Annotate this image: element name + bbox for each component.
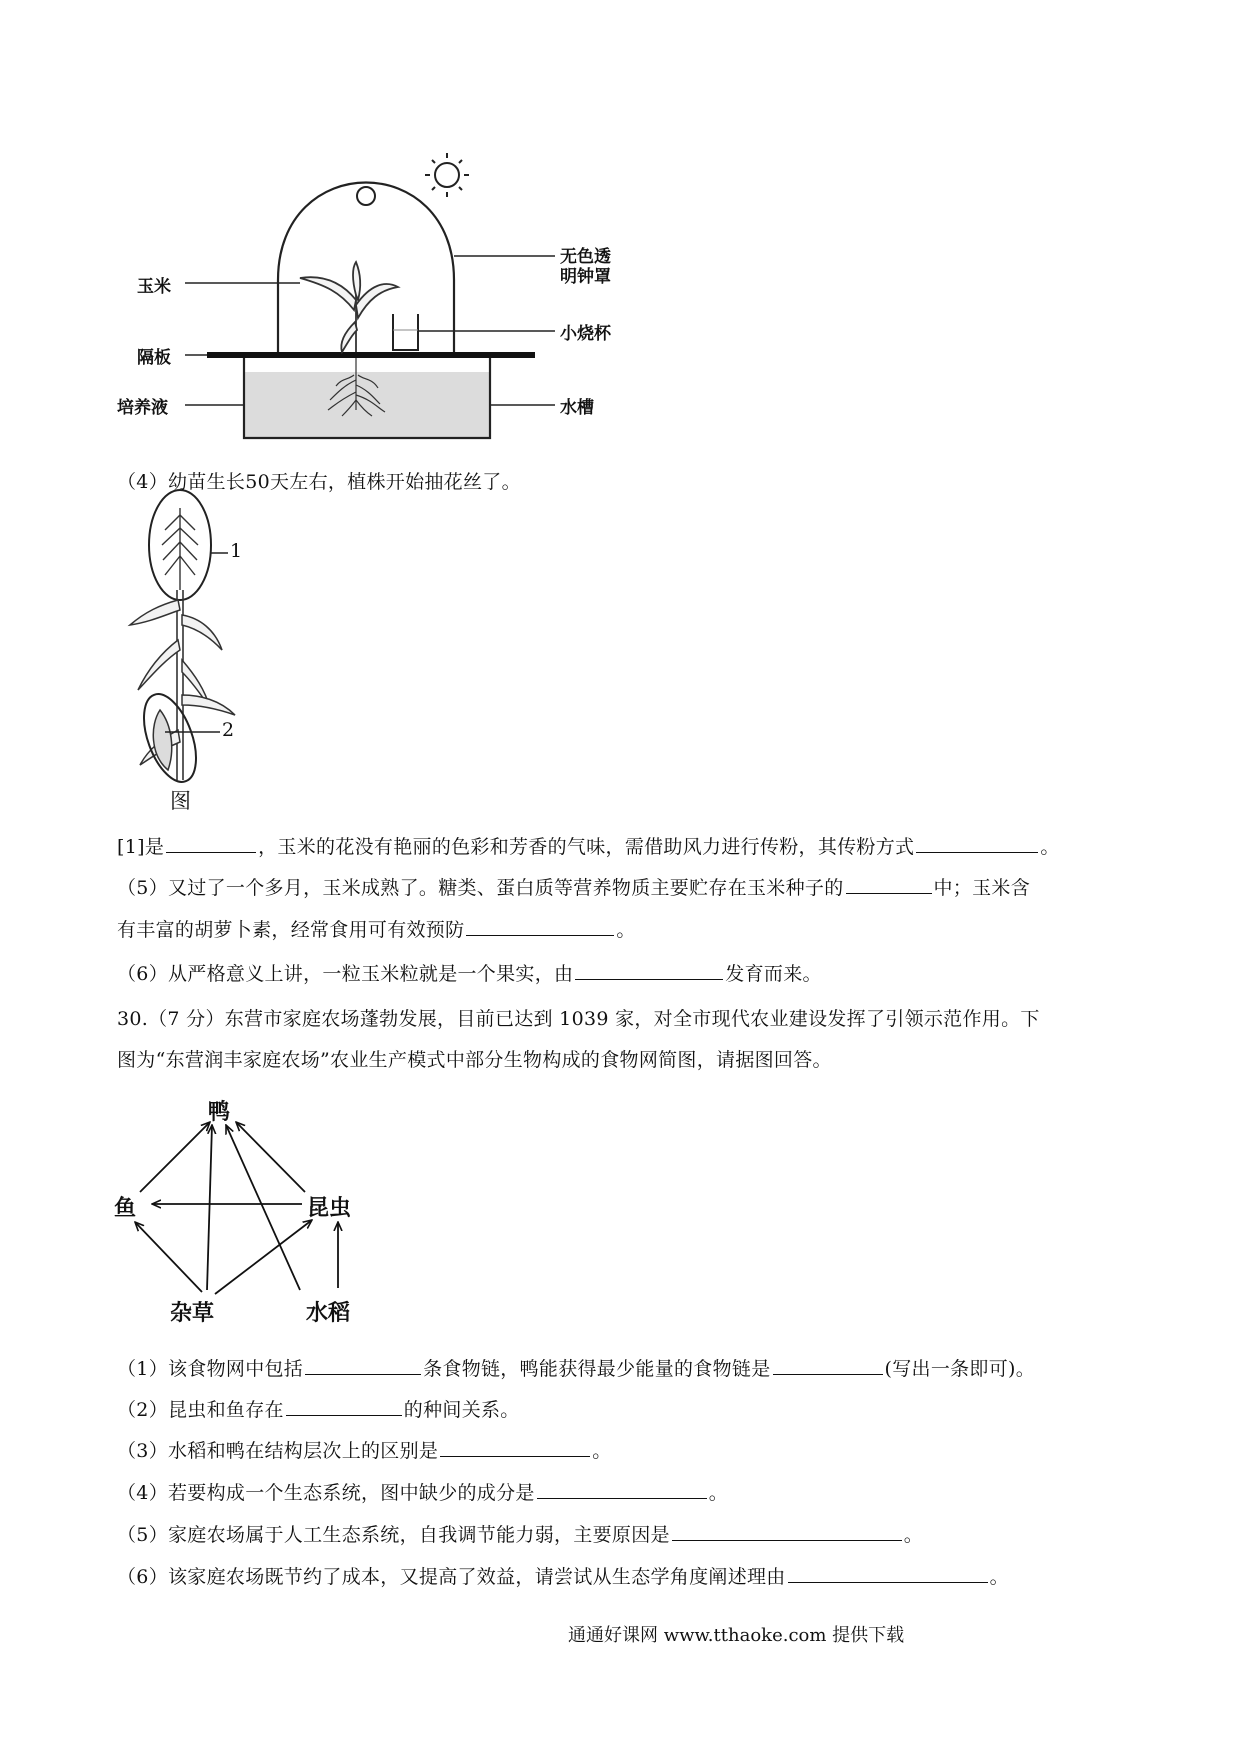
q30-5-part2: 。 xyxy=(903,1524,924,1546)
q30-5-line xyxy=(117,1522,923,1548)
arrow-insect-duck xyxy=(236,1122,305,1192)
bell-jar-label-line1: 无色透 xyxy=(560,247,611,267)
q30-4-part1: （4）若要构成一个生态系统，图中缺少的成分是 xyxy=(117,1482,535,1504)
blank-chain-count[interactable] xyxy=(305,1356,421,1375)
q30-3-part2: 。 xyxy=(592,1440,612,1462)
q30-2-line xyxy=(117,1397,520,1423)
q30-4-part2: 。 xyxy=(708,1482,729,1504)
corn-figure-caption: 图 xyxy=(170,789,191,813)
q29-4-part3: 。 xyxy=(1040,836,1060,858)
q29-5-part3: 有丰富的胡萝卜素，经常食用可有效预防 xyxy=(117,919,465,941)
corn-seedling xyxy=(300,262,398,352)
blank-pollination[interactable] xyxy=(916,834,1038,853)
q29-5-part4: 。 xyxy=(616,919,636,941)
food-web-fish: 鱼 xyxy=(114,1195,137,1221)
food-web-insect: 昆虫 xyxy=(307,1195,352,1221)
page-footer: 通通好课网 www.tthaoke.com 提供下载 xyxy=(568,1625,905,1646)
bell-jar-knob xyxy=(357,187,375,205)
blank-main-reason[interactable] xyxy=(672,1522,902,1541)
q29-5-part2: 中；玉米含 xyxy=(933,877,1031,899)
corn-figure-label-1: 1 xyxy=(230,540,243,562)
blank-relationship[interactable] xyxy=(286,1397,402,1416)
q29-5-part1: （5）又过了一个多月，玉米成熟了。糖类、蛋白质等营养物质主要贮存在玉米种子的 xyxy=(117,877,844,899)
q30-intro-line1: 30.（7 分）东营市家庭农场蓬勃发展，目前已达到 1039 家，对全市现代农业建设发挥了引领示范作用。下 xyxy=(117,1008,1040,1030)
partition-label: 隔板 xyxy=(137,348,171,368)
corn-label: 玉米 xyxy=(137,277,171,297)
bell-jar xyxy=(278,183,454,357)
arrow-fish-duck xyxy=(140,1122,210,1192)
culture-solution xyxy=(244,372,490,438)
q29-4-text: （4）幼苗生长50天左右，植株开始抽花丝了。 xyxy=(117,471,521,493)
q29-6-line xyxy=(117,961,822,987)
q30-intro-line2: 图为“东营润丰家庭农场”农业生产模式中部分生物构成的食物网简图，请据图回答。 xyxy=(117,1049,832,1071)
water-tank-label: 水槽 xyxy=(560,398,594,418)
arrow-weed-fish xyxy=(135,1222,202,1292)
blank-seed-part[interactable] xyxy=(846,875,932,894)
q29-4-part1: [1]是 xyxy=(117,836,165,858)
q30-6-line xyxy=(117,1564,1009,1590)
blank-missing-components[interactable] xyxy=(537,1480,707,1499)
blank-disease[interactable] xyxy=(466,917,614,936)
q30-5-part1: （5）家庭农场属于人工生态系统，自我调节能力弱，主要原因是 xyxy=(117,1524,670,1546)
blank-structure-level[interactable] xyxy=(440,1438,590,1457)
food-web-duck: 鸭 xyxy=(208,1099,231,1125)
culture-solution-label: 培养液 xyxy=(117,398,168,418)
q29-5-line2 xyxy=(117,917,636,943)
q30-4-line xyxy=(117,1480,728,1506)
food-web-weed: 杂草 xyxy=(170,1300,215,1326)
beaker-label: 小烧杯 xyxy=(560,324,611,344)
beaker xyxy=(393,314,418,350)
partition-board xyxy=(207,352,535,358)
q30-3-line xyxy=(117,1438,612,1464)
blank-ecological-reason[interactable] xyxy=(788,1564,988,1583)
q29-6-part1: （6）从严格意义上讲，一粒玉米粒就是一个果实，由 xyxy=(117,963,574,985)
q30-2-part2: 的种间关系。 xyxy=(403,1399,520,1421)
corn-figure-label-2: 2 xyxy=(222,719,235,741)
q30-6-part1: （6）该家庭农场既节约了成本，又提高了效益，请尝试从生态学角度阐述理由 xyxy=(117,1566,786,1588)
q30-3-part1: （3）水稻和鸭在结构层次上的区别是 xyxy=(117,1440,439,1462)
q29-6-part2: 发育而来。 xyxy=(725,963,822,985)
q29-4-part2: ，玉米的花没有艳丽的色彩和芳香的气味，需借助风力进行传粉，其传粉方式 xyxy=(258,836,915,858)
q30-1-part3: (写出一条即可)。 xyxy=(884,1358,1036,1380)
q30-1-line xyxy=(117,1356,1035,1382)
q29-4-answer-line xyxy=(117,834,1060,860)
food-web-rice: 水稻 xyxy=(306,1300,351,1326)
q29-5-line1 xyxy=(117,875,1030,901)
blank-label-1[interactable] xyxy=(166,834,256,853)
q30-1-part1: （1）该食物网中包括 xyxy=(117,1358,304,1380)
q30-6-part2: 。 xyxy=(989,1566,1009,1588)
bell-jar-label-line2: 明钟罩 xyxy=(560,267,611,287)
sun-icon xyxy=(425,153,469,197)
q30-1-part2: 条食物链，鸭能获得最少能量的食物链是 xyxy=(423,1358,771,1380)
corn-plant-figure xyxy=(130,490,235,789)
blank-fruit-origin[interactable] xyxy=(575,961,723,980)
q30-2-part1: （2）昆虫和鱼存在 xyxy=(117,1399,284,1421)
blank-food-chain[interactable] xyxy=(773,1356,883,1375)
arrow-weed-duck xyxy=(207,1125,212,1290)
